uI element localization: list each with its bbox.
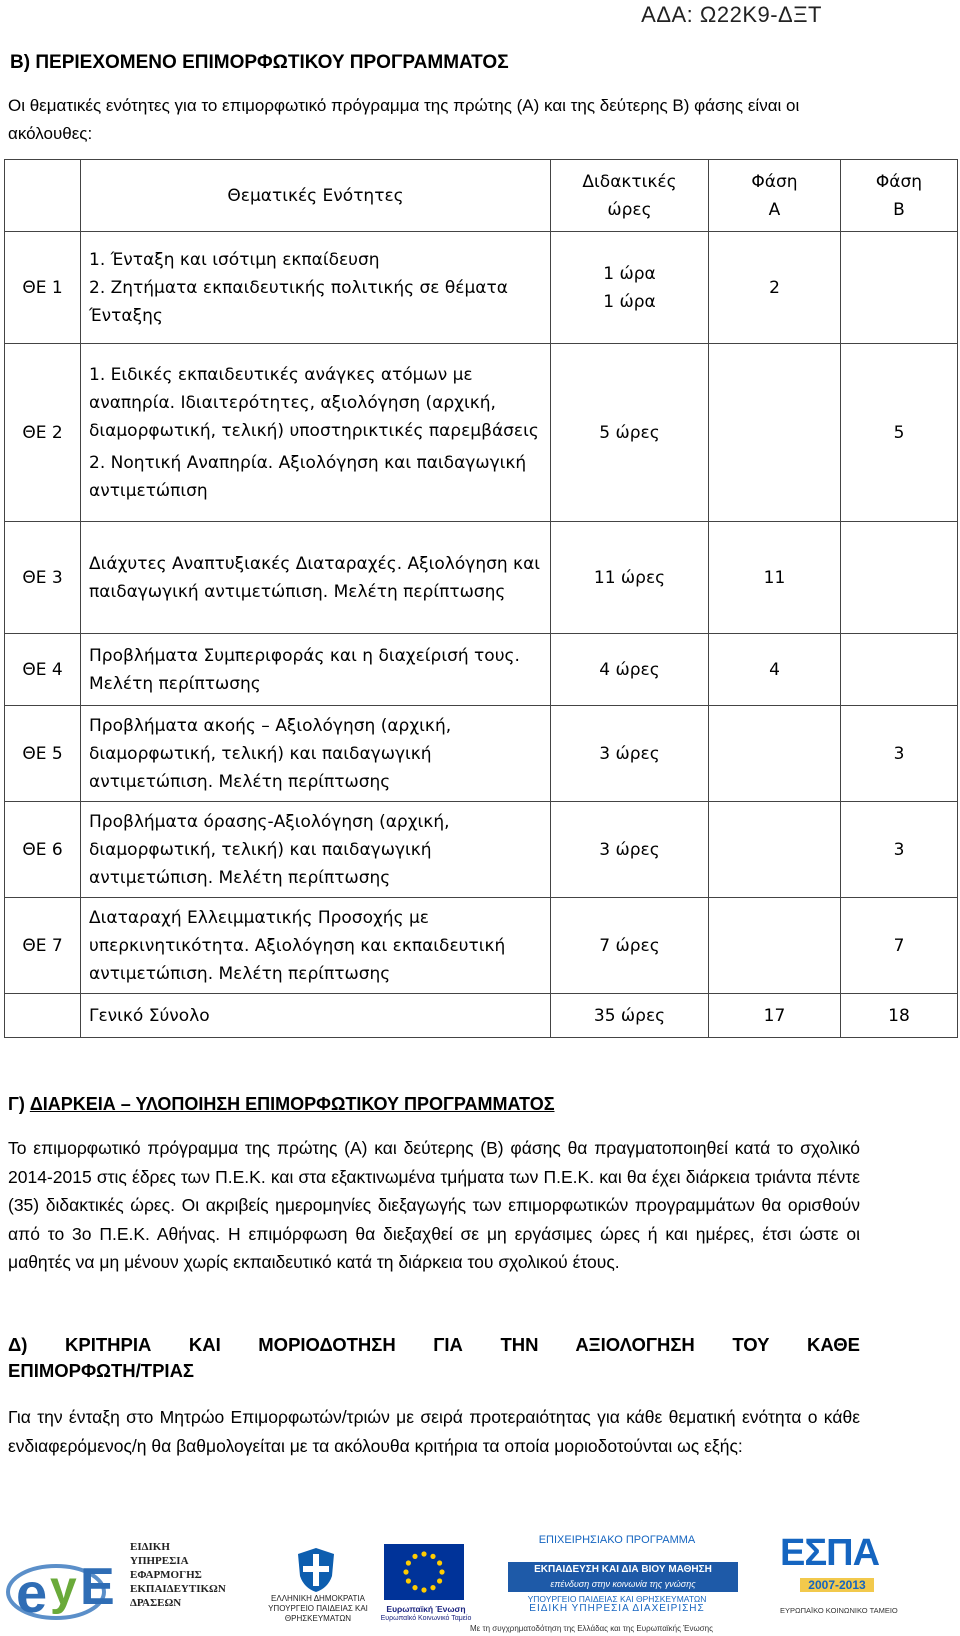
operational-programme-logo: [488, 1534, 746, 1616]
module-code: ΘΕ 3: [5, 522, 81, 634]
phase-a-value: 2: [709, 232, 841, 344]
topic-line: 2. Νοητική Αναπηρία. Αξιολόγηση και παιδαγωγική αντιμετώπιση: [89, 452, 527, 501]
header-phase-a: [709, 160, 841, 232]
section-d-title-line2: ΕΠΙΜΟΡΦΩΤΗ/ΤΡΙΑΣ: [8, 1360, 195, 1381]
header-phase-b: [841, 160, 958, 232]
topic-line: Προβλήματα όρασης-Αξιολόγηση (αρχική, διαμορφωτική, τελική) και παιδαγωγική αντιμετώπιση. Μελέτη περίπτωσης: [89, 811, 450, 888]
phase-b-value: 3: [841, 802, 958, 898]
module-hours: 3 ώρες: [551, 802, 709, 898]
header-phase-b-line1: Φάση: [875, 171, 923, 192]
table-row: [5, 232, 958, 344]
header-hours: [551, 160, 709, 232]
eu-label: Ευρωπαϊκή Ένωση: [386, 1604, 466, 1614]
module-topics: [81, 898, 551, 994]
table-row: [5, 344, 958, 522]
svg-text:E: E: [80, 1558, 115, 1616]
svg-text:y: y: [50, 1562, 77, 1615]
cofinance-text: Με τη συγχρηματοδότηση της Ελλάδας και της Ευρωπαϊκής Ένωσης: [470, 1624, 713, 1633]
module-hours: 7 ώρες: [551, 898, 709, 994]
section-b-title: Β) ΠΕΡΙΕΧΟΜΕΝΟ ΕΠΙΜΟΡΦΩΤΙΚΟΥ ΠΡΟΓΡΑΜΜΑΤΟΣ: [10, 52, 509, 73]
modules-table: [4, 159, 958, 1038]
header-hours-line1: Διδακτικές: [582, 171, 677, 192]
phase-b-value: [841, 232, 958, 344]
op-band: [508, 1562, 738, 1592]
module-topics: [81, 706, 551, 802]
module-topics: [81, 344, 551, 522]
topic-line: Διαταραχή Ελλειμματικής Προσοχής με υπερκινητικότητα. Αξιολόγηση και εκπαιδευτική αντιμετώπιση. Μελέτη περίπτωσης: [89, 907, 506, 984]
espa-logo: ΕΣΠΑ: [780, 1532, 880, 1574]
module-topics: [81, 802, 551, 898]
total-label: Γενικό Σύνολο: [81, 994, 551, 1038]
header-phase-b-line2: Β: [893, 199, 905, 220]
module-hours: 11 ώρες: [551, 522, 709, 634]
phase-b-value: 7: [841, 898, 958, 994]
topic-line: Προβλήματα Συμπεριφοράς και η διαχείρισή τους. Μελέτη περίπτωσης: [89, 645, 520, 694]
module-hours: [551, 232, 709, 344]
module-topics: [81, 232, 551, 344]
eye-line: ΕΚΠΑΙΔΕΥΤΙΚΩΝ: [130, 1583, 226, 1595]
ada-code: ΑΔΑ: Ω22Κ9-ΔΞΤ: [641, 2, 822, 27]
section-c-prefix: Γ): [8, 1094, 30, 1114]
total-phase-b: 18: [841, 994, 958, 1038]
eye-line: ΥΠΗΡΕΣΙΑ: [130, 1555, 189, 1567]
hours-line: 1 ώρα: [603, 291, 656, 312]
svg-text:e: e: [16, 1561, 48, 1624]
eye-line: ΕΦΑΡΜΟΓΗΣ: [130, 1569, 202, 1581]
op-ministry-block: [488, 1594, 746, 1614]
phase-b-value: 3: [841, 706, 958, 802]
phase-a-value: 11: [709, 522, 841, 634]
section-c-title-text: ΔΙΑΡΚΕΙΑ – ΥΛΟΠΟΙΗΣΗ ΕΠΙΜΟΡΦΩΤΙΚΟΥ ΠΡΟΓΡΑΜΜΑΤΟΣ: [29, 1094, 555, 1114]
eye-logo-icon: [4, 1532, 130, 1632]
phase-b-value: [841, 522, 958, 634]
phase-a-value: [709, 802, 841, 898]
phase-a-value: [709, 706, 841, 802]
phase-a-value: [709, 344, 841, 522]
eu-text: [371, 1604, 481, 1624]
phase-a-value: 4: [709, 634, 841, 706]
topic-line: 1. Ένταξη και ισότιμη εκπαίδευση: [89, 249, 380, 270]
eye-text: [130, 1540, 226, 1610]
phase-b-value: [841, 634, 958, 706]
module-topics: [81, 634, 551, 706]
topic-line: 1. Ειδικές εκπαιδευτικές ανάγκες ατόμων με αναπηρία. Ιδιαιτερότητες, αξιολόγηση (αρχική, διαμορφωτική, τελική) υποστηρικτικές παρεμβάσεις: [89, 364, 539, 441]
module-code: ΘΕ 7: [5, 898, 81, 994]
phase-a-value: [709, 898, 841, 994]
table-row: [5, 706, 958, 802]
total-code: [5, 994, 81, 1038]
phase-b-value: 5: [841, 344, 958, 522]
table-header-row: [5, 160, 958, 232]
op-ministry: ΥΠΟΥΡΓΕΙΟ ΠΑΙΔΕΙΑΣ ΚΑΙ ΘΡΗΣΚΕΥΜΑΤΩΝ: [527, 1594, 707, 1604]
module-hours: 4 ώρες: [551, 634, 709, 706]
module-code: ΘΕ 5: [5, 706, 81, 802]
greek-emblem-icon: [292, 1546, 340, 1594]
section-b-intro: Οι θεματικές ενότητες για το επιμορφωτικό πρόγραμμα της πρώτης (Α) και της δεύτερης Β) φάσης είναι οι ακόλουθες:: [8, 96, 800, 143]
header-phase-a-line1: Φάση: [751, 171, 798, 192]
section-c-title: [8, 1094, 555, 1115]
eye-line: ΔΡΑΣΕΩΝ: [130, 1597, 182, 1609]
section-d-body: Για την ένταξη στο Μητρώο Επιμορφωτών/τριών με σειρά προτεραιότητας για κάθε θεματική ενότητα ο κάθε ενδιαφερόμενος/η θα βαθμολογείται με τα ακόλουθα κριτήρια τα οποία μοριοδοτούνται ως εξής:: [8, 1407, 860, 1456]
total-phase-a: 17: [709, 994, 841, 1038]
module-hours: 5 ώρες: [551, 344, 709, 522]
module-code: ΘΕ 1: [5, 232, 81, 344]
eu-flag-icon: [384, 1544, 464, 1600]
section-d-title-line1: Δ) ΚΡΙΤΗΡΙΑ ΚΑΙ ΜΟΡΙΟΔΟΤΗΣΗ ΓΙΑ ΤΗΝ ΑΞΙΟΛΟΓΗΣΗ ΤΟΥ ΚΑΘΕ: [8, 1334, 860, 1355]
module-code: ΘΕ 6: [5, 802, 81, 898]
module-code: ΘΕ 2: [5, 344, 81, 522]
table-total-row: [5, 994, 958, 1038]
op-tagline: επένδυση στην κοινωνία της γνώσης: [550, 1579, 696, 1589]
header-hours-line2: ώρες: [607, 199, 652, 220]
topic-line: Προβλήματα ακοής – Αξιολόγηση (αρχική, διαμορφωτική, τελική) και παιδαγωγική αντιμετώπιση. Μελέτη περίπτωσης: [89, 715, 452, 792]
espa-years: 2007-2013: [800, 1578, 874, 1592]
topic-line: Διάχυτες Αναπτυξιακές Διαταραχές. Αξιολόγηση και παιδαγωγική αντιμετώπιση. Μελέτη περίπτωσης: [89, 553, 541, 602]
topic-line: 2. Ζητήματα εκπαιδευτικής πολιτικής σε θέματα Ένταξης: [89, 277, 508, 326]
table-row: [5, 802, 958, 898]
table-row: [5, 898, 958, 994]
hours-line: 1 ώρα: [603, 263, 656, 284]
footer-logos: [0, 1528, 960, 1636]
greek-state-text: ΕΛΛΗΝΙΚΗ ΔΗΜΟΚΡΑΤΙΑ ΥΠΟΥΡΓΕΙΟ ΠΑΙΔΕΙΑΣ ΚΑΙ ΘΡΗΣΚΕΥΜΑΤΩΝ: [268, 1594, 368, 1623]
header-phase-a-line2: Α: [768, 199, 781, 220]
eu-fund: Ευρωπαϊκό Κοινωνικό Ταμείο: [380, 1615, 472, 1622]
op-agency: ΕΙΔΙΚΗ ΥΠΗΡΕΣΙΑ ΔΙΑΧΕΙΡΙΣΗΣ: [529, 1603, 705, 1614]
header-topics: Θεματικές Ενότητες: [81, 160, 551, 232]
section-c-body: Το επιμορφωτικό πρόγραμμα της πρώτης (Α) και δεύτερης (Β) φάσης θα πραγματοποιηθεί κατά το σχολικό 2014-2015 στις έδρες των Π.Ε.Κ. και στα εξακτινωμένα τμήματα των Π.Ε.Κ. και θα έχει διάρκεια τριάντα πέντε (35) διδακτικές ώρες. Οι ακριβείς ημερομηνίες διεξαγωγής των επιμορφωτικών προγραμμάτων θα ορισθούν από το 3ο Π.Ε.Κ. Αθήνας. Η επιμόρφωση θα διεξαχθεί σε μη εργάσιμες ώρες ή και ημέρες, έτσι ώστε οι μαθητές να μη μένουν χωρίς εκπαιδευτικό κατά τη διάρκεια του σχολικού έτους.: [8, 1138, 860, 1272]
table-row: [5, 634, 958, 706]
espa-fund: ΕΥΡΩΠΑΪΚΟ ΚΟΙΝΩΝΙΚΟ ΤΑΜΕΙΟ: [780, 1606, 898, 1615]
op-title: ΕΠΙΧΕΙΡΗΣΙΑΚΟ ΠΡΟΓΡΑΜΜΑ: [538, 1534, 696, 1546]
module-hours: 3 ώρες: [551, 706, 709, 802]
total-hours: 35 ώρες: [551, 994, 709, 1038]
eye-line: ΕΙΔΙΚΗ: [130, 1541, 170, 1553]
module-code: ΘΕ 4: [5, 634, 81, 706]
module-topics: [81, 522, 551, 634]
table-row: [5, 522, 958, 634]
op-band-title: ΕΚΠΑΙΔΕΥΣΗ ΚΑΙ ΔΙΑ ΒΙΟΥ ΜΑΘΗΣΗ: [534, 1564, 712, 1575]
header-code: [5, 160, 81, 232]
